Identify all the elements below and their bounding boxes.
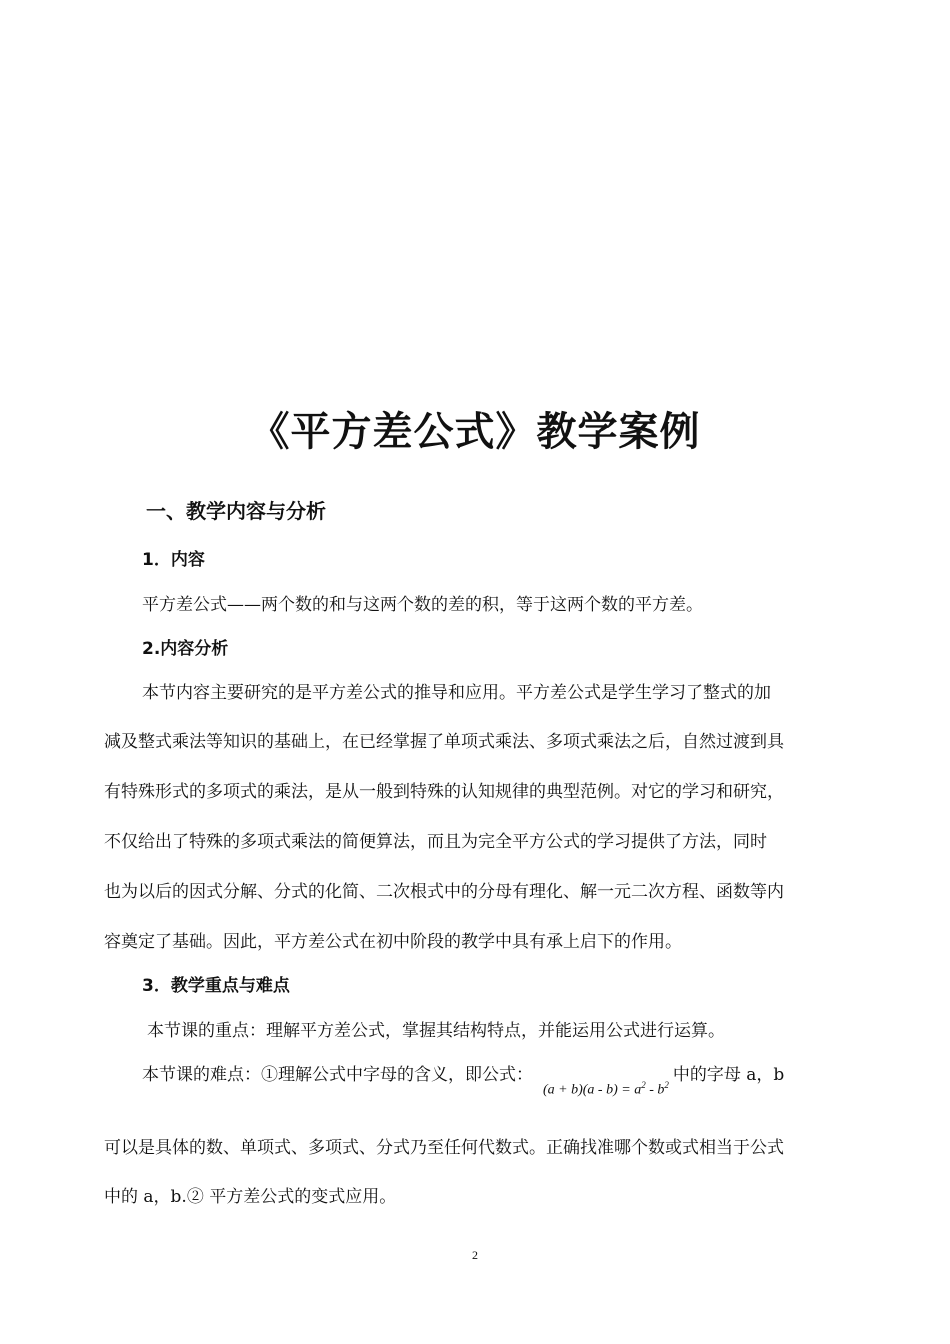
- analysis-line-6: 容奠定了基础。因此，平方差公式在初中阶段的教学中具有承上启下的作用。: [104, 932, 682, 952]
- document-title: 《平方差公式》教学案例: [249, 409, 701, 455]
- difficulty-continuation-1: 可以是具体的数、单项式、多项式、分式乃至任何代数式。正确找准哪个数或式相当于公式: [104, 1138, 784, 1158]
- subheading-content-analysis: 2.内容分析: [142, 639, 229, 659]
- content-text: 平方差公式——两个数的和与这两个数的差的积，等于这两个数的平方差。: [142, 595, 703, 615]
- difference-of-squares-formula: $(a + b)(a - b) = a^2 - b^2$: [543, 1080, 669, 1098]
- key-point-text: 本节课的重点：理解平方差公式，掌握其结构特点，并能运用公式进行运算。: [147, 1021, 725, 1041]
- analysis-line-5: 也为以后的因式分解、分式的化简、二次根式中的分母有理化、解一元二次方程、函数等内: [104, 882, 784, 902]
- difficulty-text-before: 本节课的难点：①理解公式中字母的含义，即公式：: [142, 1065, 533, 1085]
- page-number: 2: [472, 1248, 478, 1262]
- subheading-content: 1．内容: [142, 550, 205, 570]
- section-heading-content-analysis: 一、教学内容与分析: [146, 499, 326, 523]
- difficulty-text-after: 中的字母 a，b: [672, 1065, 785, 1085]
- analysis-line-2: 减及整式乘法等知识的基础上，在已经掌握了单项式乘法、多项式乘法之后，自然过渡到具: [104, 732, 784, 752]
- difficulty-line: [142, 1060, 852, 1099]
- subheading-key-points: 3．教学重点与难点: [142, 976, 290, 996]
- analysis-line-3: 有特殊形式的多项式的乘法，是从一般到特殊的认知规律的典型范例。对它的学习和研究，: [104, 782, 784, 802]
- analysis-line-1: 本节内容主要研究的是平方差公式的推导和应用。平方差公式是学生学习了整式的加: [142, 683, 771, 703]
- analysis-line-4: 不仅给出了特殊的多项式乘法的简便算法，而且为完全平方公式的学习提供了方法，同时: [104, 832, 767, 852]
- difficulty-continuation-2: 中的 a，b.② 平方差公式的变式应用。: [104, 1187, 397, 1207]
